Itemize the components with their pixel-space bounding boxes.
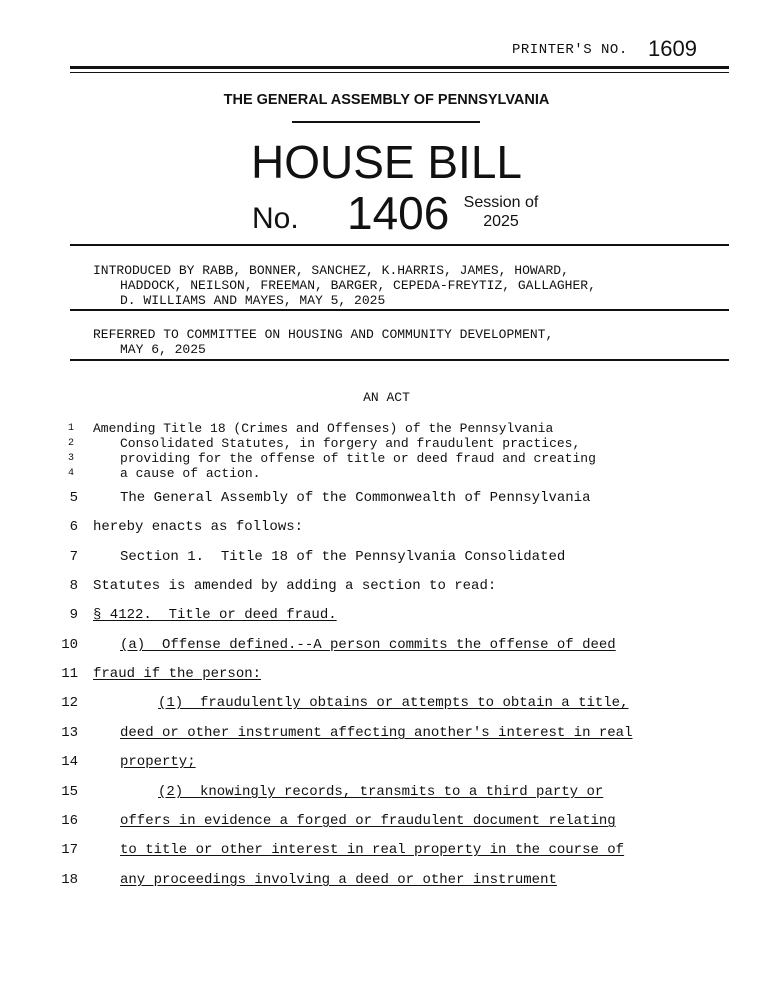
body-line: to title or other interest in real property in the course of: [120, 842, 625, 858]
line-number: 13: [61, 725, 78, 741]
line-number: 10: [61, 637, 78, 653]
introduced-line: D. WILLIAMS AND MAYES, MAY 5, 2025: [120, 293, 386, 308]
line-number: 18: [61, 872, 78, 888]
bill-number-label: No.: [252, 202, 299, 235]
section-rule: [70, 244, 729, 246]
line-number: 4: [67, 468, 74, 479]
line-number: 16: [61, 813, 78, 829]
body-line: deed or other instrument affecting another's interest in real: [120, 725, 633, 741]
body-line: (1) fraudulently obtains or attempts to obtain a title,: [158, 695, 629, 711]
bill-number: 1406: [347, 187, 450, 239]
body-line: fraud if the person:: [93, 666, 262, 682]
title-line: Amending Title 18 (Crimes and Offenses) of the Pennsylvania: [93, 421, 554, 436]
line-number: 8: [69, 578, 78, 594]
introduced-line: INTRODUCED BY RABB, BONNER, SANCHEZ, K.HARRIS, JAMES, HOWARD,: [93, 263, 569, 278]
referred-line: MAY 6, 2025: [120, 342, 206, 357]
body-line: The General Assembly of the Commonwealth of Pennsylvania: [120, 490, 591, 506]
assembly-heading: THE GENERAL ASSEMBLY OF PENNSYLVANIA: [223, 92, 550, 108]
section-rule: [70, 309, 729, 311]
header-rule-thin: [70, 72, 729, 73]
header-rule: [70, 66, 729, 69]
body-line: any proceedings involving a deed or other instrument: [120, 872, 557, 888]
line-number: 12: [61, 695, 78, 711]
title-line: a cause of action.: [120, 466, 261, 481]
printers-number-label: PRINTER'S NO.: [512, 42, 628, 58]
line-number: 2: [67, 438, 74, 449]
introduced-line: HADDOCK, NEILSON, FREEMAN, BARGER, CEPEDA-FREYTIZ, GALLAGHER,: [120, 278, 596, 293]
body-line: Section 1. Title 18 of the Pennsylvania Consolidated: [120, 549, 566, 565]
printers-number: 1609: [648, 36, 697, 61]
line-number: 7: [69, 549, 78, 565]
line-number: 9: [69, 607, 78, 623]
body-line: (2) knowingly records, transmits to a third party or: [158, 784, 604, 800]
session-year: 2025: [483, 213, 519, 230]
body-line: (a) Offense defined.--A person commits the offense of deed: [120, 637, 616, 653]
act-heading: AN ACT: [363, 390, 410, 405]
title-line: Consolidated Statutes, in forgery and fraudulent practices,: [120, 436, 581, 451]
body-line: offers in evidence a forged or fraudulent document relating: [120, 813, 616, 829]
line-number: 14: [61, 754, 78, 770]
title-line: providing for the offense of title or deed fraud and creating: [120, 451, 596, 466]
session-label: Session of: [463, 194, 539, 211]
section-heading: § 4122. Title or deed fraud.: [93, 607, 337, 623]
line-number: 5: [69, 490, 78, 506]
section-rule: [70, 359, 729, 361]
line-number: 1: [67, 423, 74, 434]
referred-line: REFERRED TO COMMITTEE ON HOUSING AND COMMUNITY DEVELOPMENT,: [93, 327, 554, 342]
line-number: 11: [61, 666, 78, 682]
assembly-underline: [292, 121, 480, 123]
body-line: property;: [120, 754, 196, 770]
line-number: 3: [67, 453, 74, 464]
line-number: 15: [61, 784, 78, 800]
line-number: 17: [61, 842, 78, 858]
bill-type-title: HOUSE BILL: [251, 136, 522, 188]
line-number: 6: [69, 519, 78, 535]
body-line: hereby enacts as follows:: [93, 519, 304, 535]
body-line: Statutes is amended by adding a section to read:: [93, 578, 497, 594]
